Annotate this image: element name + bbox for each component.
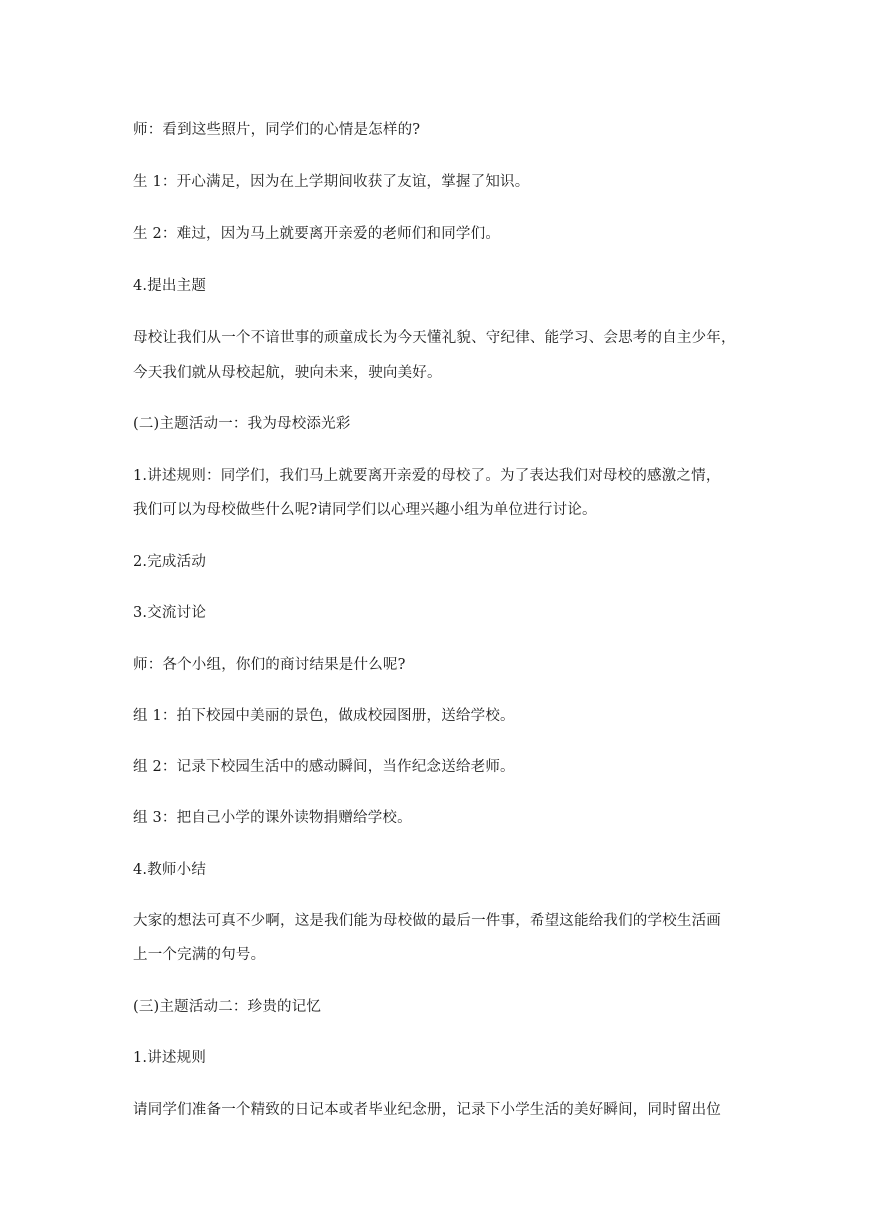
activity-2-heading: (三)主题活动二：珍贵的记忆 <box>133 999 322 1015</box>
teacher-question: 师：看到这些照片，同学们的心情是怎样的? <box>133 122 421 138</box>
summary-paragraph-line-1: 大家的想法可真不少啊，这是我们能为母校做的最后一件事，希望这能给我们的学校生活画 <box>133 913 721 929</box>
theme-paragraph-line-2: 今天我们就从母校起航，驶向未来，驶向美好。 <box>133 365 442 381</box>
discussion-heading: 3.交流讨论 <box>133 605 207 621</box>
teacher-prompt: 师：各个小组，你们的商讨结果是什么呢? <box>133 657 406 673</box>
step-4-heading: 4.提出主题 <box>133 278 207 294</box>
rules-2-heading: 1.讲述规则 <box>133 1050 207 1066</box>
group-3-answer: 组 3：把自己小学的课外读物捐赠给学校。 <box>133 810 412 826</box>
theme-paragraph-line-1: 母校让我们从一个不谙世事的顽童成长为今天懂礼貌、守纪律、能学习、会思考的自主少年， <box>133 330 736 346</box>
group-1-answer: 组 1：拍下校园中美丽的景色，做成校园图册，送给学校。 <box>133 708 515 724</box>
rules-paragraph-line-1: 1.讲述规则：同学们，我们马上就要离开亲爱的母校了。为了表达我们对母校的感激之情， <box>133 468 721 484</box>
group-2-answer: 组 2：记录下校园生活中的感动瞬间，当作纪念送给老师。 <box>133 759 515 775</box>
rules-paragraph-line-2: 我们可以为母校做些什么呢?请同学们以心理兴趣小组为单位进行讨论。 <box>133 502 597 518</box>
summary-paragraph-line-2: 上一个完满的句号。 <box>133 947 266 963</box>
complete-activity-heading: 2.完成活动 <box>133 554 207 570</box>
student-2-answer: 生 2：难过，因为马上就要离开亲爱的老师们和同学们。 <box>133 226 501 242</box>
memory-paragraph-line-1: 请同学们准备一个精致的日记本或者毕业纪念册，记录下小学生活的美好瞬间，同时留出位 <box>133 1102 721 1118</box>
activity-1-heading: (二)主题活动一：我为母校添光彩 <box>133 416 351 432</box>
student-1-answer: 生 1：开心满足，因为在上学期间收获了友谊，掌握了知识。 <box>133 174 530 190</box>
teacher-summary-heading: 4.教师小结 <box>133 862 207 878</box>
